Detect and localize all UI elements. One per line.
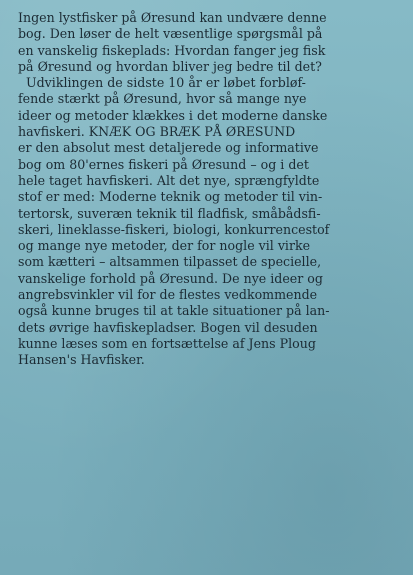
blurb-line: angrebsvinkler vil for de flestes vedkommende: [18, 287, 318, 303]
blurb-text: [18, 10, 400, 369]
blurb-line: Udviklingen de sidste 10 år er løbet forbløf-: [26, 75, 306, 91]
blurb-line-book-title: havfiskeri. KNÆK OG BRÆK PÅ ØRESUND: [18, 124, 296, 140]
blurb-line: en vanskelig fiskeplads: Hvordan fanger jeg fisk: [18, 42, 326, 58]
blurb-line: ideer og metoder klækkes i det moderne danske: [18, 107, 328, 123]
blurb-line: på Øresund og hvordan bliver jeg bedre til det?: [18, 58, 322, 74]
blurb-line: skeri, lineklasse-fiskeri, biologi, konkurrencestof: [18, 221, 330, 237]
blurb-line: også kunne bruges til at takle situationer på lan-: [18, 303, 330, 319]
blurb-line: bog om 80'ernes fiskeri på Øresund – og i det: [18, 156, 309, 172]
blurb-line: dets øvrige havfiskepladser. Bogen vil desuden: [18, 319, 318, 335]
blurb-line: Hansen's Havfisker.: [18, 352, 145, 368]
blurb-line: hele taget havfiskeri. Alt det nye, sprængfyldte: [18, 172, 320, 188]
blurb-line: og mange nye metoder, der for nogle vil virke: [18, 238, 311, 254]
blurb-line: som kætteri – altsammen tilpasset de specielle,: [18, 254, 322, 270]
blurb-line: Ingen lystfisker på Øresund kan undvære denne: [18, 10, 327, 25]
blurb-line: tertorsk, suveræn teknik til fladfisk, småbådsfi-: [18, 205, 321, 221]
blurb-line: er den absolut mest detaljerede og informative: [18, 140, 319, 156]
blurb-line: vanskelige forhold på Øresund. De nye ideer og: [18, 270, 323, 286]
blurb-line: kunne læses som en fortsættelse af Jens Ploug: [18, 335, 316, 351]
blurb-line: fende stærkt på Øresund, hvor så mange nye: [18, 91, 307, 107]
blurb-line: stof er med: Moderne teknik og metoder til vin-: [18, 189, 323, 205]
blurb-line: bog. Den løser de helt væsentlige spørgsmål på: [18, 26, 323, 42]
